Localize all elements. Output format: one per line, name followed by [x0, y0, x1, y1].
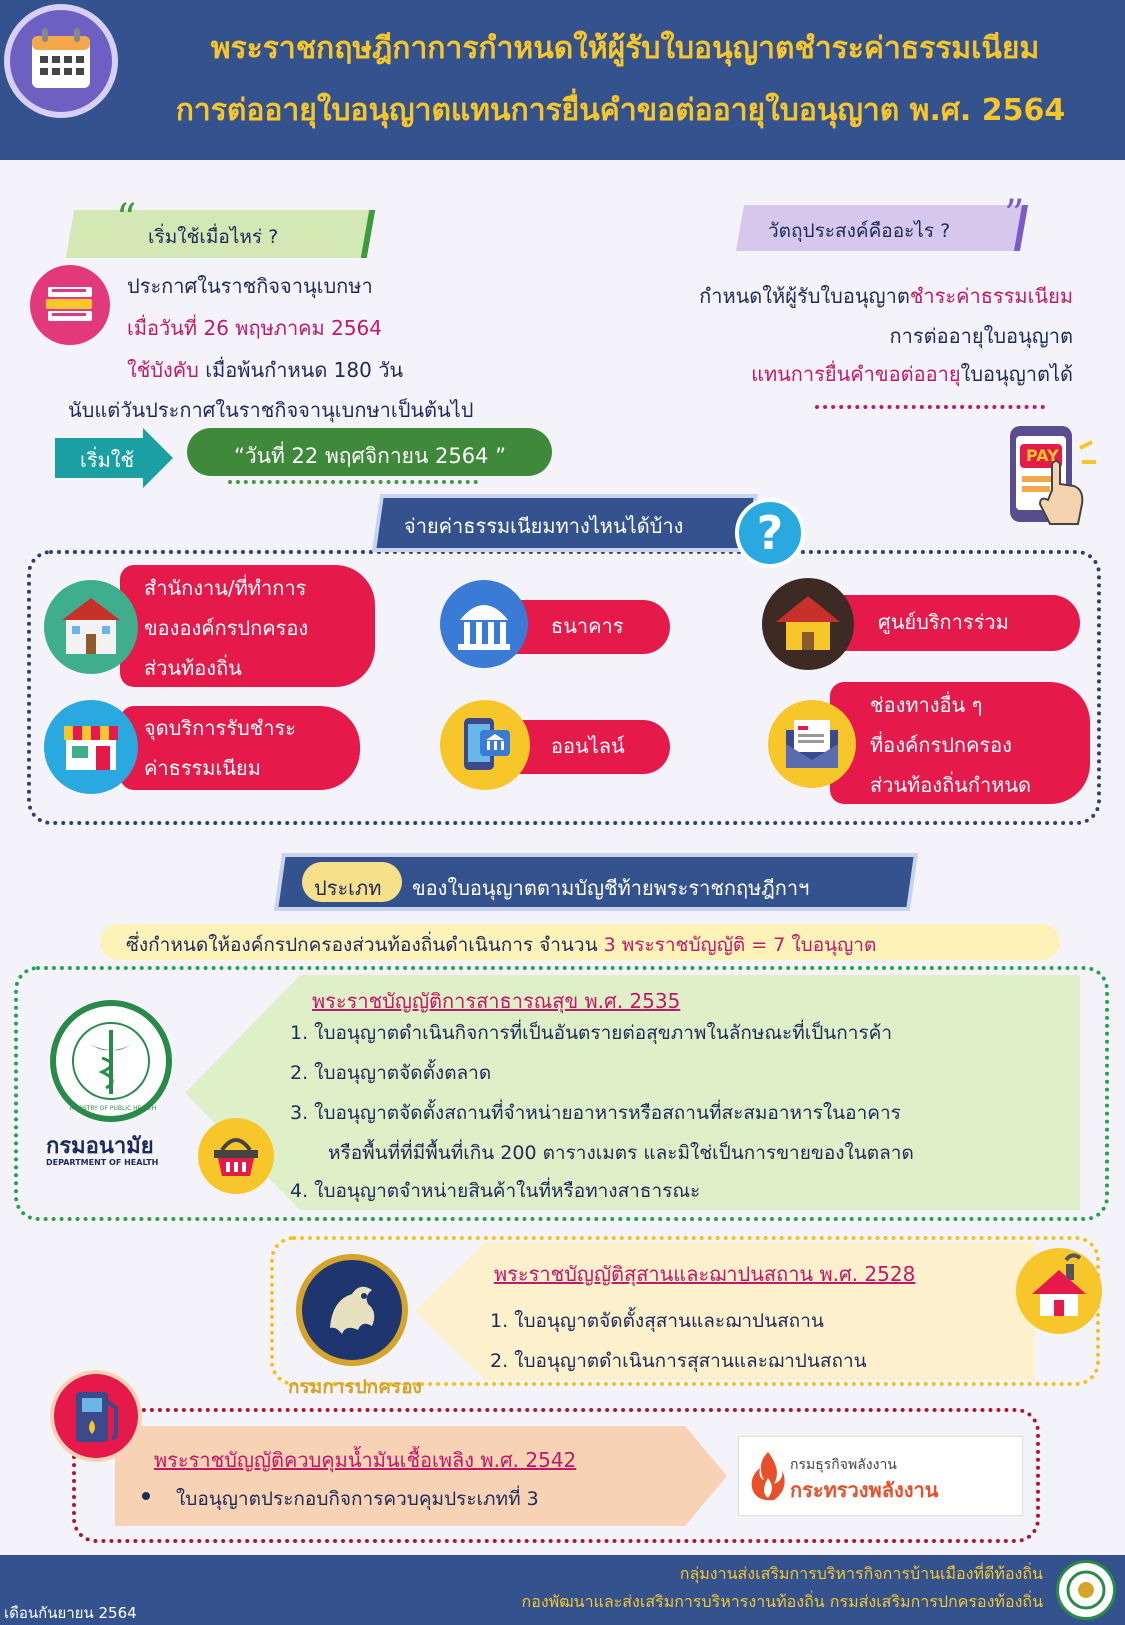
dotted-divider-pink: [815, 405, 1045, 409]
basket-icon: [198, 1118, 274, 1194]
types-title: ของใบอนุญาตตามบัญชีท้ายพระราชกฤษฎีกาฯ: [412, 876, 810, 900]
channel-service-center: [830, 595, 1080, 651]
payment-title: จ่ายค่าธรรมเนียมทางไหนได้บ้าง: [404, 514, 684, 538]
start-date: “วันที่ 22 พฤศจิกายน 2564 ”: [234, 444, 506, 468]
act1-item-3-cont: หรือพื้นที่ที่มีพื้นที่เกิน 200 ตารางเมตร และมิใช่เป็นการขายของในตลาด: [328, 1142, 914, 1164]
footer-line1: กลุ่มงานส่งเสริมการบริหารกิจการบ้านเมืองที่ดีท้องถิ่น: [679, 1564, 1043, 1583]
act2-dept: กรมการปกครอง: [288, 1376, 422, 1398]
types-summary: [126, 930, 876, 960]
calendar-icon: [10, 10, 112, 112]
pay-text: PAY: [1026, 446, 1059, 465]
bullet-icon: [142, 1492, 150, 1500]
dla-logo: [1056, 1560, 1116, 1620]
types-summary-b: 3 พระราชบัญญัติ = 7 ใบอนุญาต: [603, 934, 877, 956]
question-icon: [735, 498, 805, 568]
when-line1: ประกาศในราชกิจจานุเบกษา: [127, 274, 373, 298]
channel-label: สำนักงาน/ที่ทำการ: [144, 576, 307, 600]
when-line4: นับแต่วันประกาศในราชกิจจานุเบกษาเป็นต้นไป: [68, 398, 474, 422]
energy-dept-line2: กระทรวงพลังงาน: [790, 1478, 939, 1502]
channel-label: จุดบริการรับชำระ: [144, 716, 296, 740]
enforce-label: ใช้บังคับ: [127, 358, 199, 382]
types-summary-a: ซึ่งกำหนดให้องค์กรปกครองส่วนท้องถิ่นดำเนินการ จำนวน: [126, 934, 598, 956]
purpose-line1: [699, 280, 1073, 312]
channel-label: ส่วนท้องถิ่น: [144, 656, 242, 680]
books-icon: [30, 265, 110, 345]
shop-icon: [44, 700, 138, 794]
channel-label: ส่วนท้องถิ่นกำหนด: [870, 773, 1032, 797]
quote-close-icon: ”: [1004, 192, 1025, 238]
energy-dept-line1: กรมธุรกิจพลังงาน: [790, 1457, 897, 1473]
question-mark: ?: [756, 506, 784, 560]
act1-dept-en: DEPARTMENT OF HEALTH: [46, 1158, 159, 1167]
house-icon: [762, 578, 854, 670]
purpose-tag-label: วัตถุประสงค์คืออะไร ?: [768, 220, 951, 242]
when-announce-date: เมื่อวันที่ 26 พฤษภาคม 2564: [127, 316, 382, 340]
channel-label: ขององค์กรปกครอง: [144, 616, 309, 640]
purpose-line3: [751, 358, 1073, 390]
act3-title: พระราชบัญญัติควบคุมน้ำมันเชื้อเพลิง พ.ศ. 2542: [154, 1448, 577, 1472]
fuel-pump-icon: [50, 1370, 142, 1462]
energy-flame-icon: [748, 1448, 788, 1504]
footer-line2: กองพัฒนาและส่งเสริมการบริหารงานท้องถิ่น กรมส่งเสริมการปกครองท้องถิ่น: [521, 1592, 1043, 1611]
act2-title: พระราชบัญญัติสุสานและฌาปนสถาน พ.ศ. 2528: [494, 1262, 916, 1286]
page-title-line2: การต่ออายุใบอนุญาตแทนการยื่นคำขอต่ออายุใบอนุญาต พ.ศ. 2564: [175, 93, 1066, 128]
act3-item: ใบอนุญาตประกอบกิจการควบคุมประเภทที่ 3: [176, 1488, 539, 1510]
purpose-line3b: ใบอนุญาตได้: [960, 362, 1073, 386]
mail-icon: [768, 700, 856, 788]
channel-label: ออนไลน์: [551, 734, 625, 758]
bank-icon: [440, 580, 528, 668]
pay-phone-icon: [1000, 420, 1100, 530]
act1-title: พระราชบัญญัติการสาธารณสุข พ.ศ. 2535: [312, 989, 681, 1013]
act1-item-3: 3. ใบอนุญาตจัดตั้งสถานที่จำหน่ายอาหารหรือสถานที่สะสมอาหารในอาคาร: [290, 1102, 901, 1124]
channel-label: ช่องทางอื่น ๆ: [870, 693, 983, 717]
act1-item-4: 4. ใบอนุญาตจำหน่ายสินค้าในที่หรือทางสาธารณะ: [290, 1180, 701, 1202]
ministry-health-emblem: [50, 1000, 172, 1122]
channel-other: [830, 682, 1090, 804]
calendar-icon-badge: [4, 4, 118, 118]
act1-dept: กรมอนามัย: [46, 1134, 154, 1159]
purpose-line1a: กำหนดให้ผู้รับใบอนุญาต: [699, 284, 910, 308]
act1-item-2: 2. ใบอนุญาตจัดตั้งตลาด: [290, 1062, 492, 1084]
channel-label: ค่าธรรมเนียม: [144, 756, 261, 780]
dotted-divider-green: [228, 480, 478, 484]
when-line3: [127, 354, 403, 386]
enforce-period: เมื่อพ้นกำหนด 180 วัน: [198, 358, 404, 382]
provincial-admin-emblem: [296, 1254, 408, 1366]
ministry-en: MINISTRY OF PUBLIC HEALTH: [69, 1105, 157, 1112]
start-label: เริ่มใช้: [80, 448, 135, 472]
act2-item-2: 2. ใบอนุญาตดำเนินการสุสานและฌาปนสถาน: [490, 1350, 867, 1372]
when-tag-label: เริ่มใช้เมื่อไหร่ ?: [148, 226, 279, 248]
channel-bank: [505, 600, 670, 654]
purpose-line3a: แทนการยื่นคำขอต่ออายุ: [751, 362, 961, 386]
footer-date: เดือนกันยายน 2564: [4, 1604, 137, 1622]
channel-label: ศูนย์บริการร่วม: [878, 610, 1009, 634]
purpose-line1b: ชำระค่าธรรมเนียม: [909, 284, 1073, 308]
types-label: ประเภท: [314, 876, 382, 900]
quote-open-icon: “: [116, 196, 137, 242]
building-icon: [44, 580, 138, 674]
channel-label: ที่องค์กรปกครอง: [870, 733, 1012, 757]
page-title-line1: พระราชกฤษฎีกาการกำหนดให้ผู้รับใบอนุญาตชำระค่าธรรมเนียม: [210, 31, 1040, 66]
act2-item-1: 1. ใบอนุญาตจัดตั้งสุสานและฌาปนสถาน: [490, 1310, 824, 1332]
channel-local-office: [120, 565, 375, 687]
crematorium-icon: [1016, 1248, 1102, 1334]
channel-payment-point: [120, 706, 360, 790]
channel-label: ธนาคาร: [551, 614, 624, 638]
purpose-line2: การต่ออายุใบอนุญาต: [889, 324, 1073, 348]
act1-item-1: 1. ใบอนุญาตดำเนินกิจการที่เป็นอันตรายต่อสุขภาพในลักษณะที่เป็นการค้า: [290, 1022, 893, 1044]
mobile-bank-icon: [440, 700, 530, 790]
